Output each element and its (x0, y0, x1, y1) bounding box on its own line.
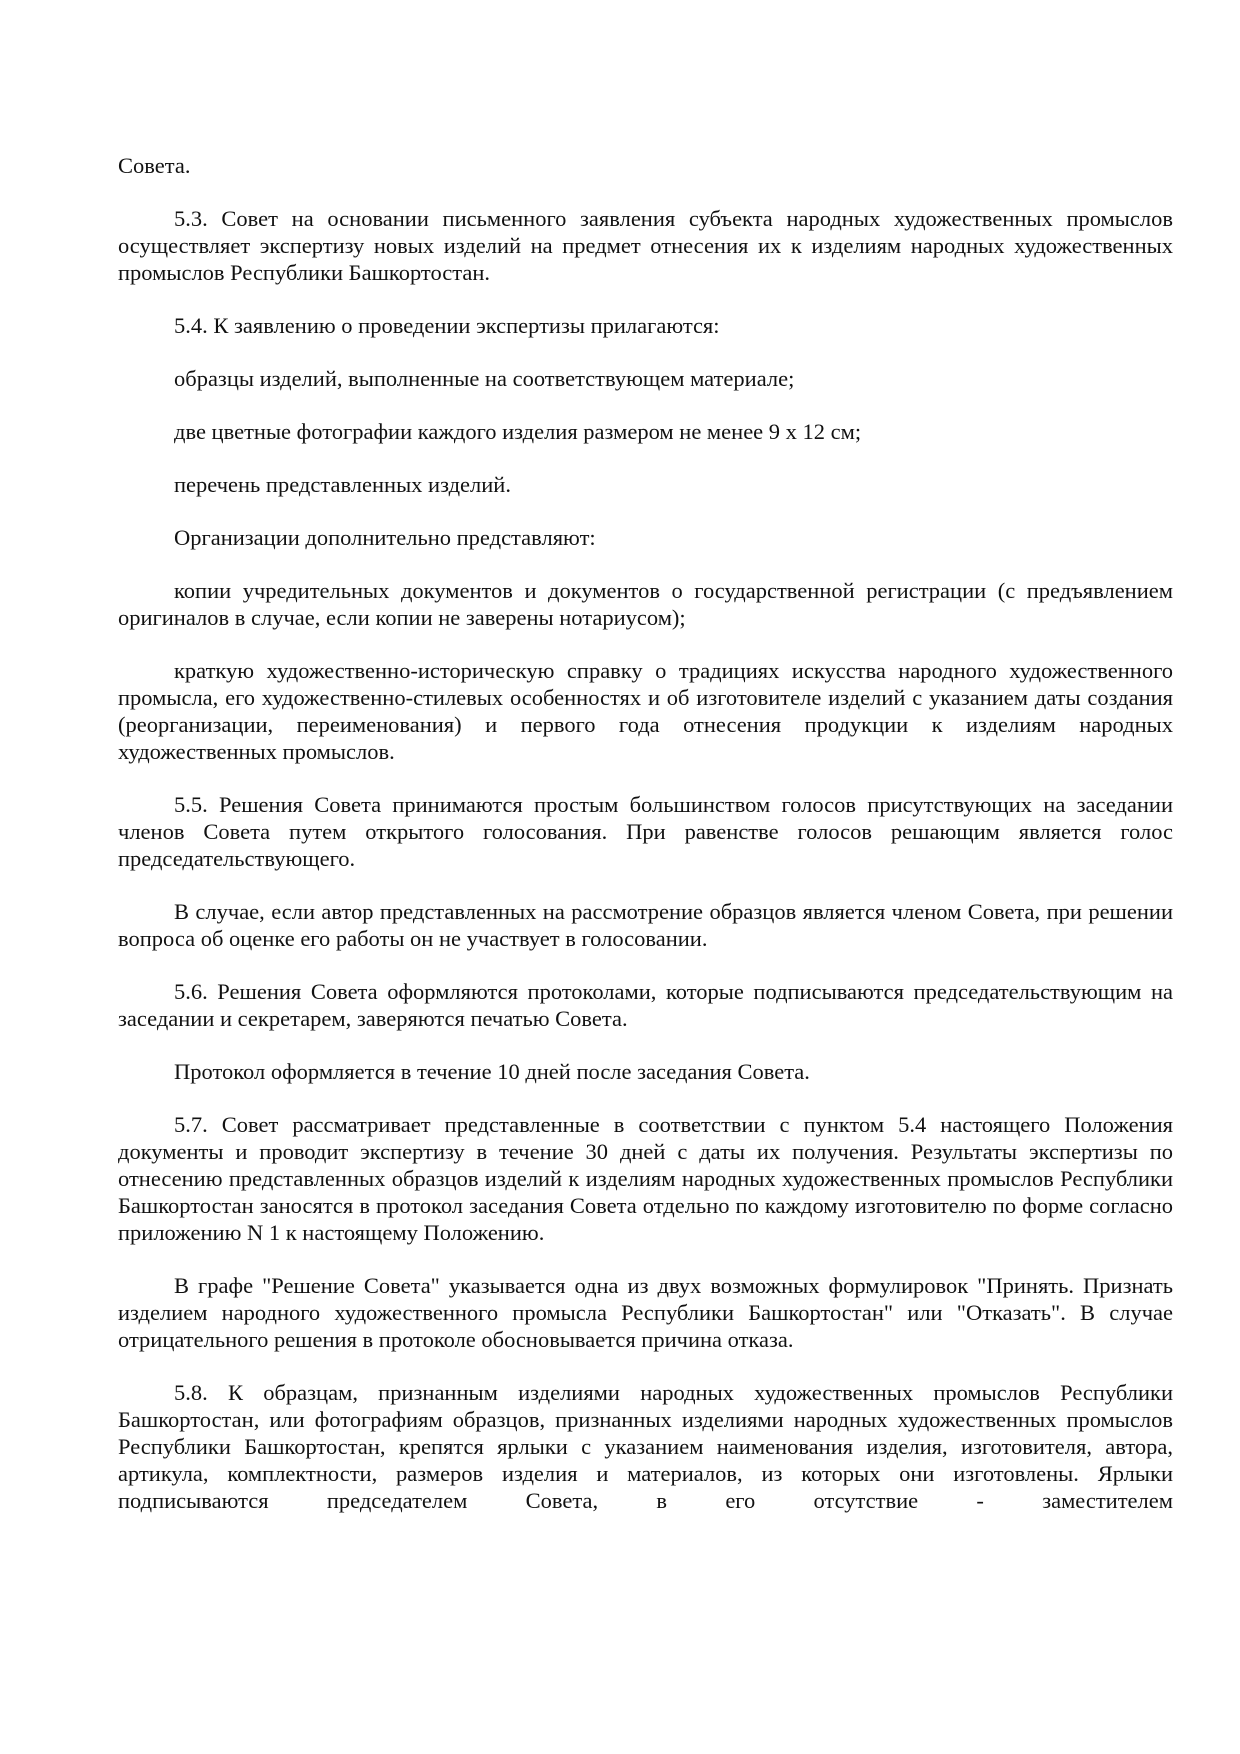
list-item: перечень представленных изделий. (174, 472, 511, 497)
list-item: две цветные фотографии каждого изделия размером не менее 9 x 12 см; (174, 419, 862, 444)
paragraph-5-3: 5.3. Совет на основании письменного заявления субъекта народных художественных промыслов осуществляет экспертизу новых изделий на предмет отнесения их к изделиям народных художественных промыслов Республики Башкортостан. (118, 206, 1173, 285)
paragraph: В графе "Решение Совета" указывается одна из двух возможных формулировок "Принять. Признать изделием народного художественного промысла Республики Башкортостан" или "Отказать". В случае отрицательного решения в протоколе обосновывается причина отказа. (118, 1273, 1173, 1352)
list-item: образцы изделий, выполненные на соответствующем материале; (174, 366, 795, 391)
paragraph: Протокол оформляется в течение 10 дней после заседания Совета. (174, 1059, 810, 1084)
paragraph: В случае, если автор представленных на рассмотрение образцов является членом Совета, при решении вопроса об оценке его работы он не участвует в голосовании. (118, 899, 1173, 951)
paragraph-5-6: 5.6. Решения Совета оформляются протоколами, которые подписываются председательствующим на заседании и секретарем, заверяются печатью Совета. (118, 979, 1173, 1031)
paragraph-5-5: 5.5. Решения Совета принимаются простым большинством голосов присутствующих на заседании членов Совета путем открытого голосования. При равенстве голосов решающим является голос председательствующего. (118, 792, 1173, 871)
paragraph: Организации дополнительно представляют: (174, 525, 596, 550)
paragraph-5-4: 5.4. К заявлению о проведении экспертизы прилагаются: (174, 313, 720, 338)
list-item: копии учредительных документов и документов о государственной регистрации (с предъявлением оригиналов в случае, если копии не заверены нотариусом); (118, 578, 1173, 630)
paragraph-5-8: 5.8. К образцам, признанным изделиями народных художественных промыслов Республики Башкортостан, или фотографиям образцов, признанных изделиями народных художественных промыслов Республики Башкортостан, крепятся ярлыки с указанием наименования изделия, изготовителя, автора, артикула, комплектности, размеров изделия и материалов, из которых они изготовлены. Ярлыки подписываются председателем Совета, в его отсутствие - заместителем (118, 1380, 1173, 1513)
document-page (118, 152, 1173, 1540)
paragraph-continuation: Совета. (118, 153, 191, 178)
list-item: краткую художественно-историческую справку о традициях искусства народного художественного промысла, его художественно-стилевых особенностях и об изготовителе изделий с указанием даты создания (реорганизации, переименования) и первого года отнесения продукции к изделиям народных художественных промыслов. (118, 658, 1173, 764)
paragraph-5-7: 5.7. Совет рассматривает представленные в соответствии с пунктом 5.4 настоящего Положения документы и проводит экспертизу в течение 30 дней с даты их получения. Результаты экспертизы по отнесению представленных образцов изделий к изделиям народных художественных промыслов Республики Башкортостан заносятся в протокол заседания Совета отдельно по каждому изготовителю по форме согласно приложению N 1 к настоящему Положению. (118, 1112, 1173, 1245)
